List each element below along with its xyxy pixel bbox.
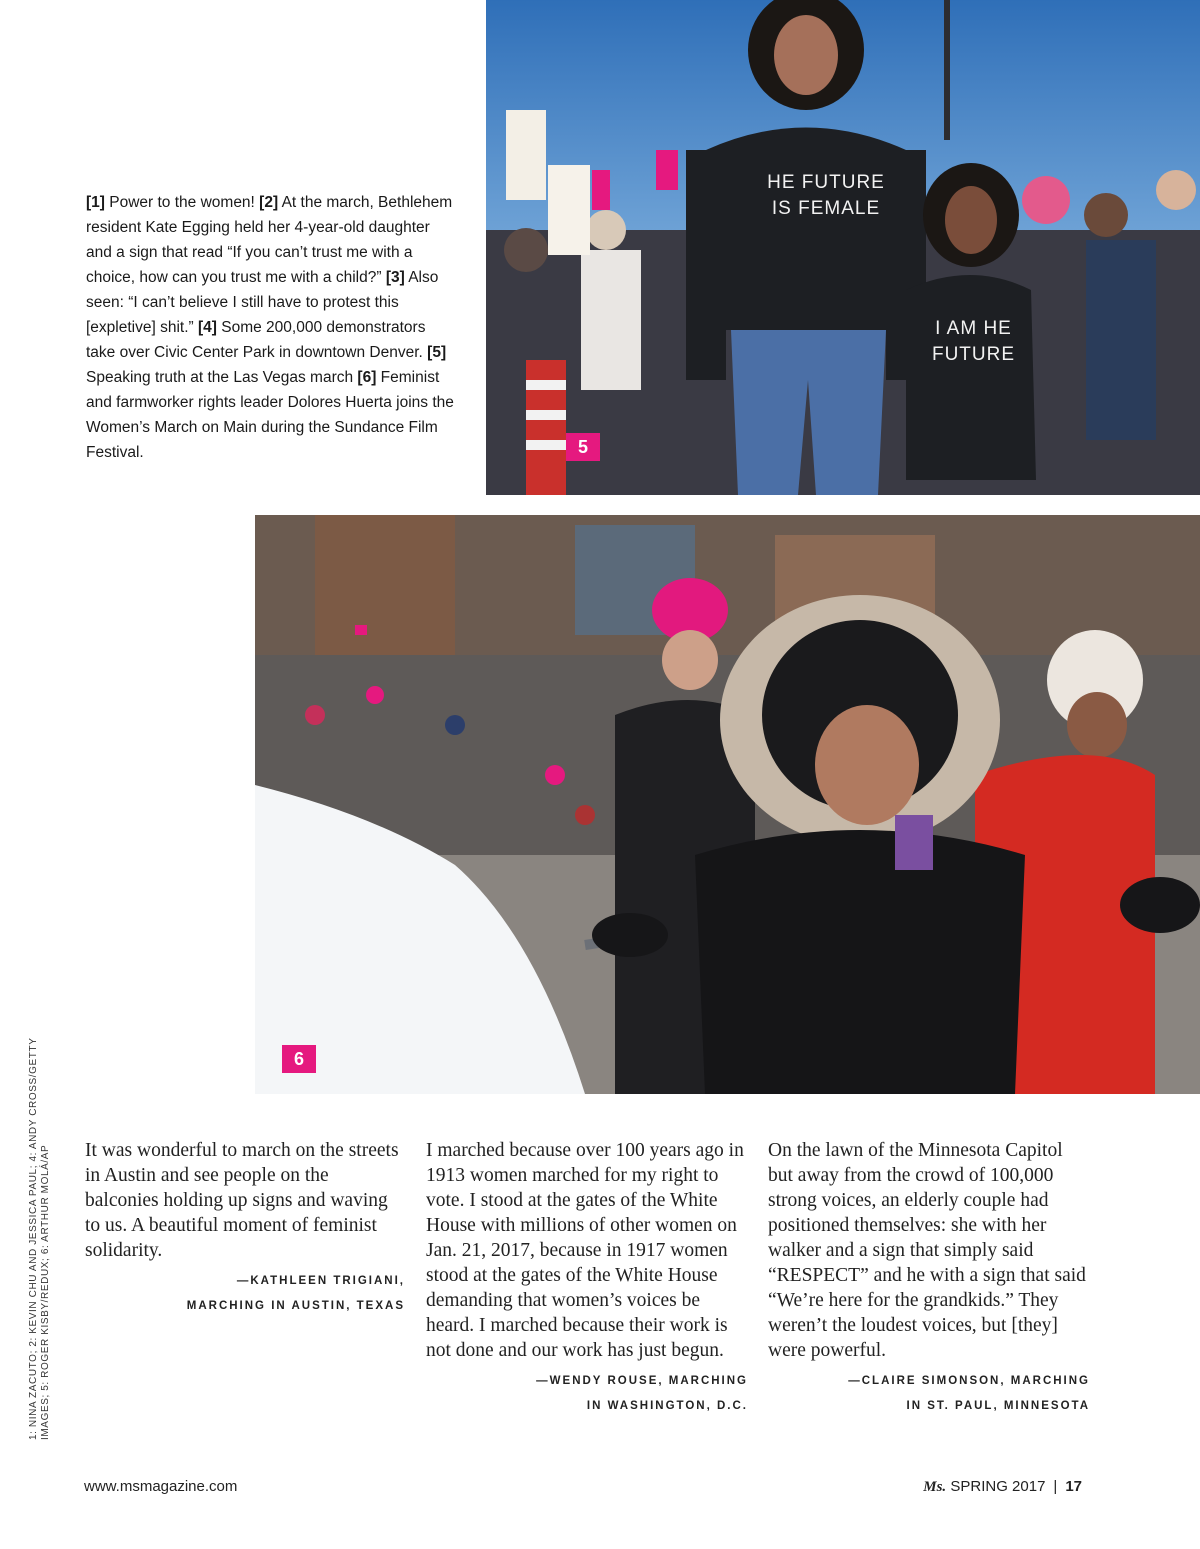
caption-text: Also seen: “I can’t believe I still have to protest this [expletive] shit.” [86, 269, 439, 336]
photo-credit-line: 1: NINA ZACUTO; 2: KEVIN CHU AND JESSICA PAUL; 4: ANDY CROSS/GETTY [28, 1037, 39, 1440]
photo-las-vegas-march [486, 0, 1200, 495]
caption-text: Power to the women! [104, 194, 260, 211]
caption-number: [5] [427, 344, 447, 361]
photo-number-badge: 6 [282, 1045, 316, 1073]
shirt-slogan-right: I AM HE FUTURE [931, 318, 1016, 365]
page-number: 17 [1065, 1478, 1082, 1495]
reader-quote [85, 1138, 405, 1319]
caption-text: Feminist and farmworker rights leader Dolores Huerta joins the Women’s March on Main during the Sundance Film Festival. [86, 369, 454, 461]
photo-las-vegas-illustration [486, 0, 1200, 495]
attribution-line: —CLAIRE SIMONSON, MARCHING [848, 1375, 1090, 1387]
reader-quote [426, 1138, 748, 1419]
attribution-line: MARCHING IN AUSTIN, TEXAS [186, 1300, 405, 1312]
photo-number-badge: 5 [566, 433, 600, 461]
caption-number: [6] [357, 369, 377, 386]
footer-issue [923, 1478, 1082, 1496]
caption-text: Some 200,000 demonstrators take over Civic Center Park in downtown Denver. [86, 319, 428, 361]
photo-credit [28, 980, 62, 1440]
attribution-line: IN WASHINGTON, D.C. [586, 1400, 748, 1412]
quote-attribution [85, 1269, 405, 1319]
magazine-logo: Ms. [923, 1479, 947, 1495]
footer-divider: | [1053, 1478, 1058, 1495]
caption-number: [2] [259, 194, 279, 211]
attribution-line: IN ST. PAUL, MINNESOTA [906, 1400, 1090, 1412]
shirt-slogan-left: HE FUTURE IS FEMALE [767, 172, 885, 219]
footer-url[interactable]: www.msmagazine.com [84, 1478, 238, 1495]
caption-number: [3] [385, 269, 405, 286]
issue-label: SPRING 2017 [950, 1478, 1046, 1495]
reader-quote [768, 1138, 1090, 1419]
quote-text: I marched because over 100 years ago in 1913 women marched for my right to vote. I stood at the gates of the White House with millions of other women on Jan. 21, 2017, because in 1917 women stood at the gates of the White House demanding that women’s voices be heard. I marched because their work is not done and our work has just begun. [426, 1140, 744, 1361]
caption-number: [1] [86, 194, 105, 211]
attribution-line: —KATHLEEN TRIGIANI, [236, 1275, 405, 1287]
photo-sundance-illustration [255, 515, 1200, 1094]
quote-text: It was wonderful to march on the streets in Austin and see people on the balconies holding up signs and waving to us. A beautiful moment of feminist solidarity. [85, 1140, 399, 1261]
photo-sundance-march [255, 515, 1200, 1094]
quote-attribution [768, 1369, 1090, 1419]
quote-attribution [426, 1369, 748, 1419]
photo-credit-line: IMAGES; 5: ROGER KISBY/REDUX; 6: ARTHUR MOLÁ/AP [40, 1144, 51, 1440]
quote-text: On the lawn of the Minnesota Capitol but away from the crowd of 100,000 strong voices, an elderly couple had positioned themselves: she with her walker and a sign that simply said “RESPECT” and he with a sign that said “We’re here for the grandkids.” They weren’t the loudest voices, but [they] were powerful. [768, 1140, 1086, 1361]
photo-caption [86, 190, 458, 465]
caption-number: [4] [198, 319, 217, 336]
attribution-line: —WENDY ROUSE, MARCHING [536, 1375, 748, 1387]
caption-text: At the march, Bethlehem resident Kate Egging held her 4-year-old daughter and a sign that read “If you can’t trust me with a choice, how can you trust me with a child?” [86, 194, 453, 286]
caption-text: Speaking truth at the Las Vegas march [86, 369, 358, 386]
